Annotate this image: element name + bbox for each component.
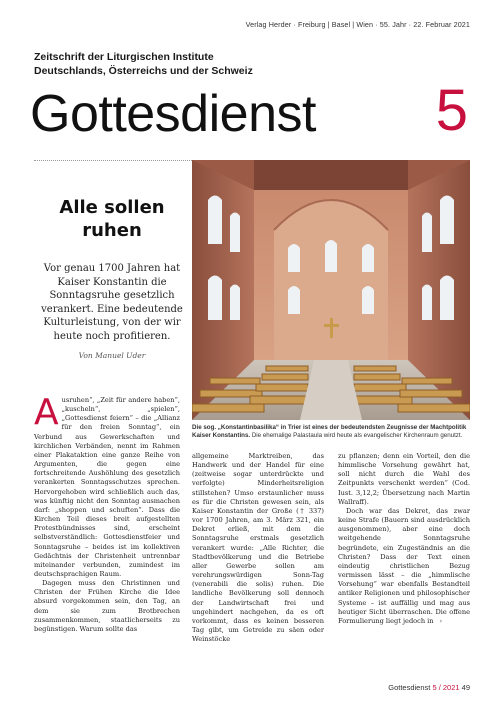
column1-paragraph2: Dagegen muss den Christinnen und Christen der Frühen Kirche die Idee absurd vorgekommen sein, den Tag, an dem sie zum Brotbrechen zusammenkommen, staatlicherseits zu begünstigen. Warum sollte das	[34, 579, 180, 633]
footer-page-number: 49	[461, 683, 470, 692]
magazine-title: Gottesdienst	[30, 85, 316, 143]
column3-paragraph2-text: Doch war das Dekret, das zwar keine Strafe (Bauern sind ausdrücklich ausgenommen), aber eine doch weitgehende Sonntagsruhe begründete, ein Zugeständnis an die Christen? Dass der Text einen eindeutig christlichen Bezug vermissen lässt – die „himmlische Vorsehung“ war ebenfalls Bestandteil antiker Religionen und philosophischer Systeme – ist auffällig und mag aus heutiger Sicht überraschen. Die offene Formulierung liegt jedoch in	[338, 506, 470, 625]
column1-paragraph1	[34, 392, 180, 579]
footer-magazine: Gottesdienst	[388, 683, 431, 692]
basilica-photo	[192, 160, 470, 420]
masthead-subtitle	[34, 50, 253, 78]
drop-cap: A	[34, 392, 59, 433]
publisher-line: Verlag Herder · Freiburg | Basel | Wien · 55. Jahr · 22. Februar 2021	[245, 20, 470, 29]
headline-line1: Alle sollen	[59, 197, 165, 218]
page-footer	[388, 683, 470, 692]
continue-arrow-icon: ›	[439, 616, 443, 625]
article-column-1	[34, 392, 180, 634]
article-column-2	[192, 452, 324, 644]
article-headline	[34, 196, 190, 242]
article-lead: Vor genau 1700 Jahren hat Kaiser Konstantin die Sonntagsruhe gesetzlich verankert. Eine bedeutende Kulturleistung, von der wir heute noch profitieren.	[41, 263, 183, 342]
masthead-subtitle-line1: Zeitschrift der Liturgischen Institute	[34, 51, 214, 63]
column3-paragraph2	[338, 507, 470, 626]
column3-paragraph1: zu pflanzen; denn ein Vorteil, den die himmlische Vorsehung gewährt hat, soll nicht durch die Wahl des Zeitpunkts verschenkt werden“ (Cod. Iust. 3,12,2; Übersetzung nach Martin Wallraff).	[338, 452, 470, 506]
column2-paragraph1: allgemeine Marktreiben, das Handwerk und der Handel für eine (zeitweise sogar unterdrückte und verfolgte) Minderheitsreligion stillstehen? Umso erstaunlicher muss es für die Christen gewesen sein, als Kaiser Konstantin der Große († 337) vor 1700 Jahren, am 3. März 321, ein Dekret erließ, mit dem die Sonntagsruhe erstmals gesetzlich verankert wurde: „Alle Richter, die Stadtbevölkerung und die Betriebe aller Gewerbe sollen am verehrungswürdigen Sonn-Tag (venerabili die solis) ruhen. Die landliche Bevölkerung soll dennoch der Landwirtschaft frei und ungehindert nachgehen, da es oft vorkommt, dass es keinen besseren Tag gibt, um Getreide zu säen oder Weinstöcke	[192, 452, 324, 644]
footer-issue: 5 / 2021	[432, 683, 460, 692]
headline-line2: ruhen	[82, 220, 142, 241]
photo-caption	[192, 424, 470, 441]
issue-number: 5	[435, 78, 468, 143]
article-column-3	[338, 452, 470, 626]
caption-bold: Die sog. „Konstantinbasilika“ in Trier ist eines der bedeutendsten Zeugnisse der Machtpolitik Kaiser Konstantins.	[192, 424, 467, 440]
basilica-interior-illustration	[192, 160, 470, 420]
column1-paragraph1-text: usruhen“, „Zeit für andere haben“, „kuscheln“, „spielen“, „Gottesdienst feiern“ – die „Allianz für den freien Sonntag“, ein Verbund aus Gewerkschaften und kirchlichen Verbänden, nennt im Rahmen einer Plakataktion eine ganze Reihe von Argumenten, die gegen eine fortschreitende Aushöhlung des gesetzlich verankerten Sonntagsschutzes sprechen. Hervorgehoben wird schließlich auch das, was künftig nicht den Sonntag ausmachen darf: „shoppen und schuften“. Dass die Kirchen Teil dieses breit aufgestellten Protestbündnisses sind, erscheint selbstverständlich: Gottesdienstfeier und Sonntagsruhe – beides ist im kollektiven Gedächtnis der Christenheit untrennbar miteinander verbunden, zumindest im deutschsprachigen Raum.	[34, 396, 180, 578]
caption-rest: Die ehemalige Palastaula wird heute als evangelischer Kirchenraum genutzt.	[251, 432, 463, 440]
article-byline: Von Manuel Uder	[78, 351, 146, 360]
masthead-subtitle-line2: Deutschlands, Österreichs und der Schweiz	[34, 65, 253, 77]
